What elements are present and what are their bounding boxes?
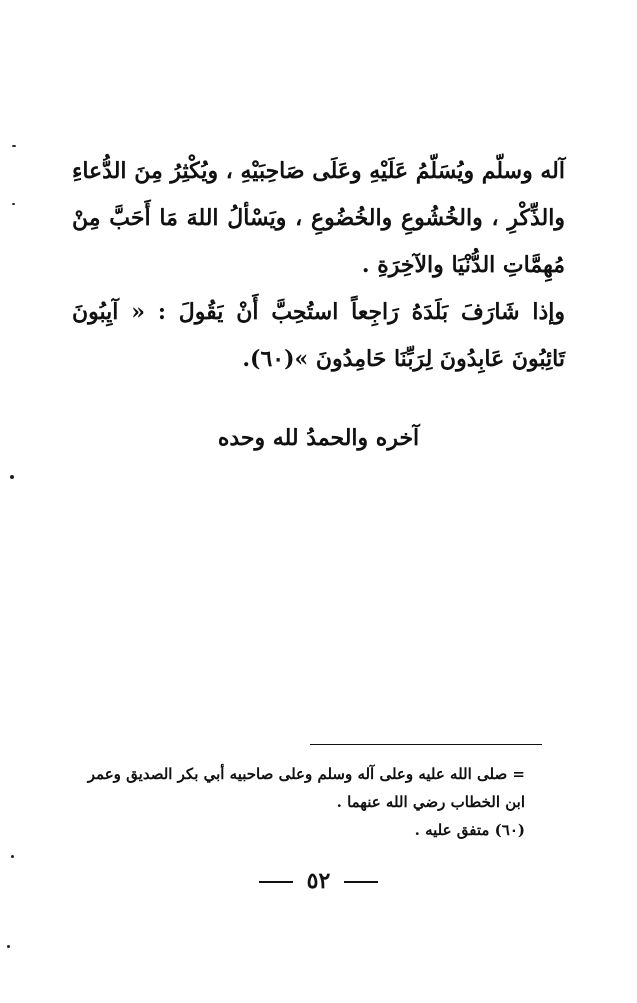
page-number bbox=[0, 868, 637, 894]
page-number-dash-right bbox=[344, 881, 378, 883]
footnotes bbox=[70, 760, 525, 844]
scan-mark bbox=[10, 475, 14, 479]
closing-line: آخره والحمدُ لله وحده bbox=[217, 425, 420, 451]
body-paragraph-1: آله وسلّم ويُسَلّمُ عَلَيْهِ وعَلَى صَاحِبَيْهِ ، ويُكْثِرُ مِنَ الدُّعاءِ والذِّكْرِ ، والخُشُوعِ والخُضُوعِ ، ويَسْألُ اللهَ مَا أَحَبَّ مِنْ مُهِمَّاتِ الدُّنْيَا والآخِرَةِ . bbox=[72, 158, 566, 278]
main-text bbox=[72, 148, 565, 383]
scan-mark bbox=[11, 855, 14, 858]
footnote-continuation: = صلى الله عليه وعلى آله وسلم وعلى صاحبيه أبي بكر الصديق وعمر ابن الخطاب رضي الله عنهما . bbox=[87, 765, 525, 811]
footnote-separator bbox=[310, 744, 542, 745]
scan-mark bbox=[12, 203, 15, 205]
page-number-value: ٥٢ bbox=[306, 868, 331, 894]
scan-mark bbox=[7, 945, 10, 948]
footnote-60: (٦٠) متفق عليه . bbox=[414, 821, 525, 839]
page-number-dash-left bbox=[259, 881, 293, 883]
scan-mark bbox=[12, 145, 16, 147]
body-paragraph-2: وإذا شَارَفَ بَلَدَهُ رَاجِعاً استُحِبَّ أَنْ يَقُولَ : « آيِبُونَ تَائِبُونَ عَابِدُونَ لِرَبِّنَا حَامِدُونَ »(٦٠). bbox=[72, 299, 565, 372]
